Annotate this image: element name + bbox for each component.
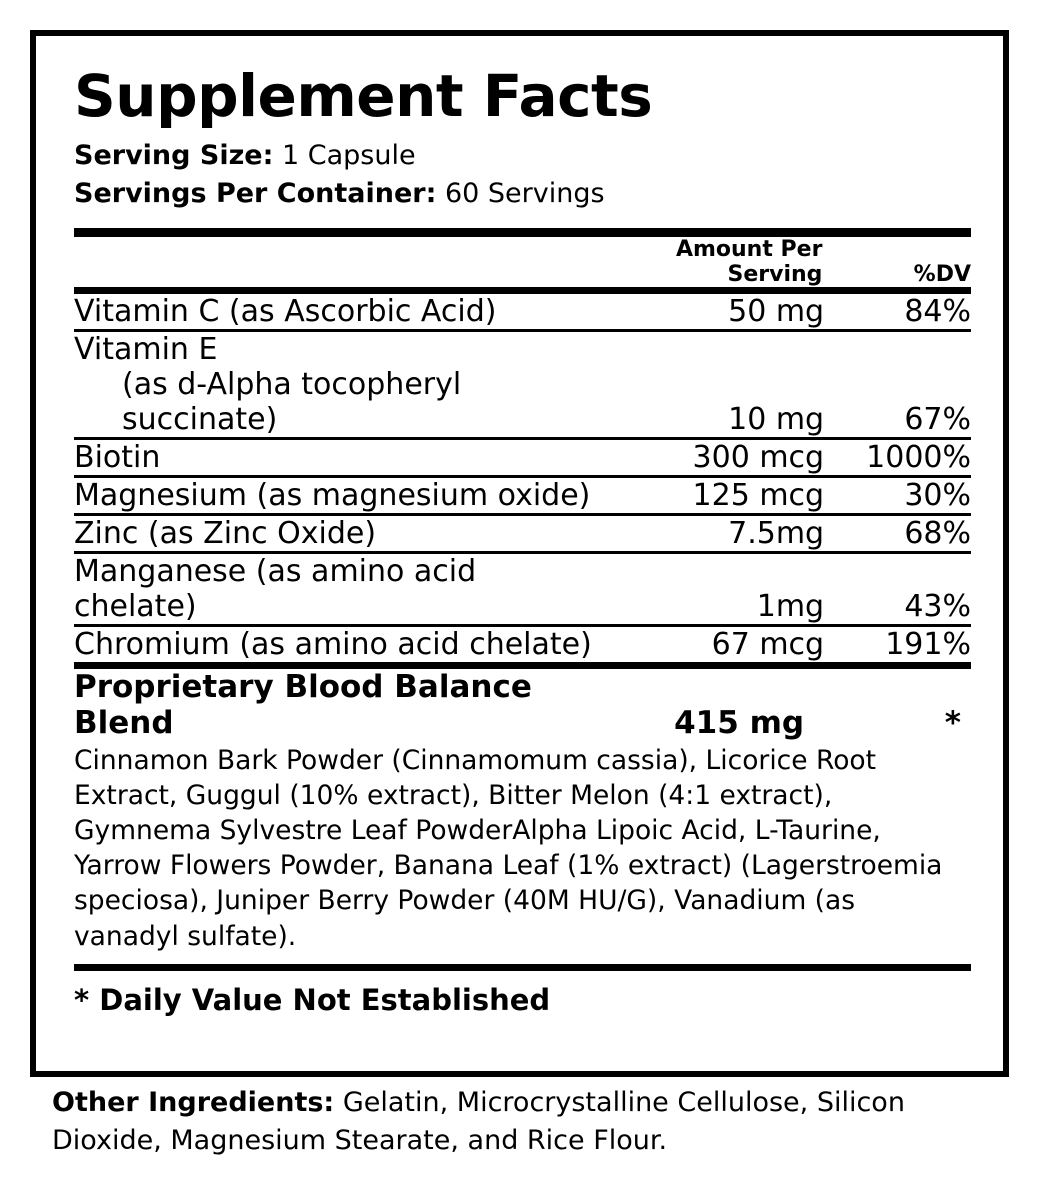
serving-size-label: Serving Size: [74,139,274,171]
nutrient-name-block [74,330,592,438]
divider-footnote-rule [74,964,971,971]
blend-row [74,669,971,741]
table-row [74,625,971,662]
daily-value-footnote: * Daily Value Not Established [74,982,551,1017]
nutrient-name: Manganese (as amino acid chelate) [74,552,592,625]
nutrient-amount: 300 mcg [592,438,828,476]
blend-ingredients: Cinnamon Bark Powder (Cinnamomum cassia), Licorice Root Extract, Guggul (10% extract), Bitter Melon (4:1 extract), Gymnema Sylvestre Leaf PowderAlpha Lipoic Acid, L-Taurine, Yarrow Flowers Powder, Banana Leaf (1% extract) (Lagerstroemia speciosa), Juniper Berry Powder (40M HU/G), Vanadium (as vanadyl sulfate). [74,744,943,952]
nutrient-dv: 1000% [828,438,971,476]
nutrient-name: Zinc (as Zinc Oxide) [74,514,592,552]
nutrient-dv: 68% [828,514,971,552]
nutrient-amount: 67 mcg [592,625,828,662]
table-row [74,330,971,438]
nutrient-subname: (as d-Alpha tocopheryl succinate) [122,366,462,437]
table-row [74,552,971,625]
nutrient-dv: 43% [828,552,971,625]
nutrient-amount: 1mg [592,552,828,625]
nutrient-amount: 125 mcg [592,476,828,514]
nutrient-dv: 84% [904,293,971,329]
nutrient-name: Chromium (as amino acid chelate) [74,626,592,662]
table-header-row [74,237,971,287]
blend-amount: 415 mg [674,704,805,741]
nutrient-name: Biotin [74,438,592,476]
header-blank [74,237,591,287]
nutrient-amount: 10 mg [592,330,828,438]
blend-name: Proprietary Blood Balance Blend [74,668,532,741]
nutrient-amount: 50 mg [728,293,825,329]
serving-size-value: 1 Capsule [282,139,416,171]
proprietary-blend-section [74,662,971,964]
divider-top-thick [74,228,971,237]
nutrient-dv: 30% [828,476,971,514]
table-row [74,514,971,552]
other-ingredients-value: Gelatin, Microcrystalline Cellulose, Silicon Dioxide, Magnesium Stearate, and Rice Flour. [52,1087,905,1157]
blend-dv: * [944,704,961,741]
serving-size-line [74,137,971,175]
nutrient-rows [74,294,971,662]
nutrient-name: Vitamin C (as Ascorbic Acid) [74,293,497,329]
nutrient-dv: 67% [828,330,971,438]
servings-per-container-line [74,175,971,213]
page-title: Supplement Facts [74,62,653,130]
other-ingredients [52,1084,1012,1161]
header-percent-dv: %DV [913,261,971,287]
other-ingredients-label: Other Ingredients: [52,1087,335,1118]
table-row [74,438,971,476]
nutrient-dv: 191% [828,625,971,662]
table-row [74,476,971,514]
servings-per-container-value: 60 Servings [444,178,605,210]
header-amount-per-serving: Amount Per Serving [675,236,823,287]
blend-table [74,669,971,741]
servings-per-container-label: Servings Per Container: [74,178,437,210]
divider-header-rule [74,287,971,294]
nutrient-amount: 7.5mg [592,514,828,552]
nutrition-table [74,237,971,287]
supplement-facts-panel [30,30,1009,1077]
nutrient-name: Magnesium (as magnesium oxide) [74,477,591,513]
nutrient-name: Vitamin E [74,331,218,367]
table-row [74,294,971,331]
